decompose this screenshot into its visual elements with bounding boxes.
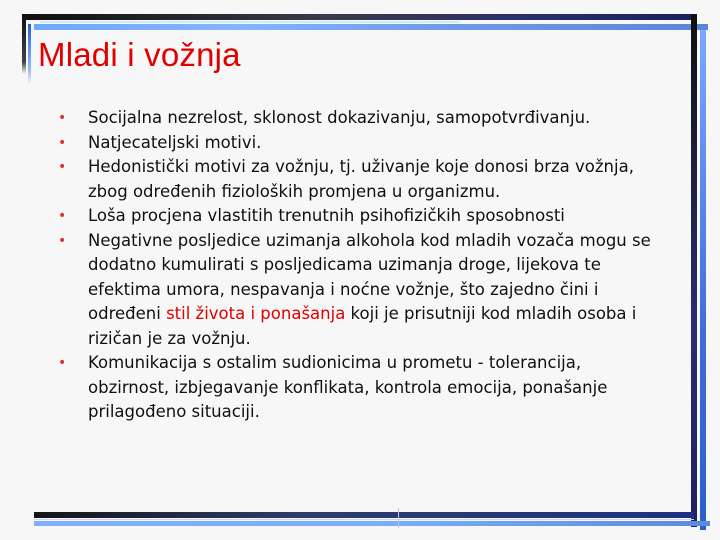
bullet-item <box>56 229 666 352</box>
bullet-dot-icon: • <box>58 232 67 249</box>
bullet-item <box>56 155 666 204</box>
bullet-dot-icon: • <box>58 208 67 224</box>
frame-right-dark-bar <box>691 14 697 527</box>
bullet-dot-icon: • <box>58 159 67 175</box>
bullet-item <box>56 106 666 131</box>
bullet-list <box>56 106 666 425</box>
frame-bottom-accent-line <box>34 519 694 520</box>
bullet-text-part: koji je prisutniji kod mladih osoba i rizičan je za vožnju. <box>88 304 637 348</box>
frame-top-light-bar <box>34 24 708 30</box>
frame-left-dark-bar <box>22 14 26 74</box>
highlighted-phrase: stil života i ponašanja <box>166 304 346 323</box>
bullet-dot-icon: • <box>58 134 67 151</box>
frame-bottom-light-bar <box>34 521 710 526</box>
bullet-dot-icon: • <box>58 355 67 371</box>
frame-top-accent-line <box>40 21 460 23</box>
bullet-dot-icon: • <box>58 110 67 126</box>
bullet-item <box>56 131 666 156</box>
frame-bottom-tick <box>398 508 399 528</box>
bullet-item <box>56 351 666 425</box>
bullet-text: Komunikacija s ostalim sudionicima u prometu - tolerancija, obzirnost, izbjegavanje konflikata, kontrola emocija, ponašanje prilagođeno situaciji. <box>88 353 608 421</box>
frame-top-dark-bar <box>22 14 696 20</box>
bullet-text: Socijalna nezrelost, sklonost dokazivanju, samopotvrđivanju. <box>88 108 591 127</box>
frame-bottom-dark-bar <box>34 512 694 518</box>
slide-title: Mladi i vožnja <box>38 36 241 73</box>
bullet-text-part: Negativne posljedice uzimanja alkohola kod mladih vozača mogu se dodatno kumulirati s posljedicama uzimanja droge, lijekova te efektima umora, nespavanja i noćne vožnje, što zajedno čini i određeni <box>88 230 651 323</box>
frame-right-light-bar <box>700 30 706 530</box>
frame-left-light-bar <box>28 24 31 84</box>
bullet-text: Loša procjena vlastitih trenutnih psihofizičkih sposobnosti <box>88 206 565 225</box>
bullet-item <box>56 204 666 229</box>
bullet-text: Natjecateljski motivi. <box>88 132 262 152</box>
bullet-text: Hedonistički motivi za vožnju, tj. uživanje koje donosi brza vožnja, zbog određenih fizioloških promjena u organizmu. <box>88 157 634 201</box>
